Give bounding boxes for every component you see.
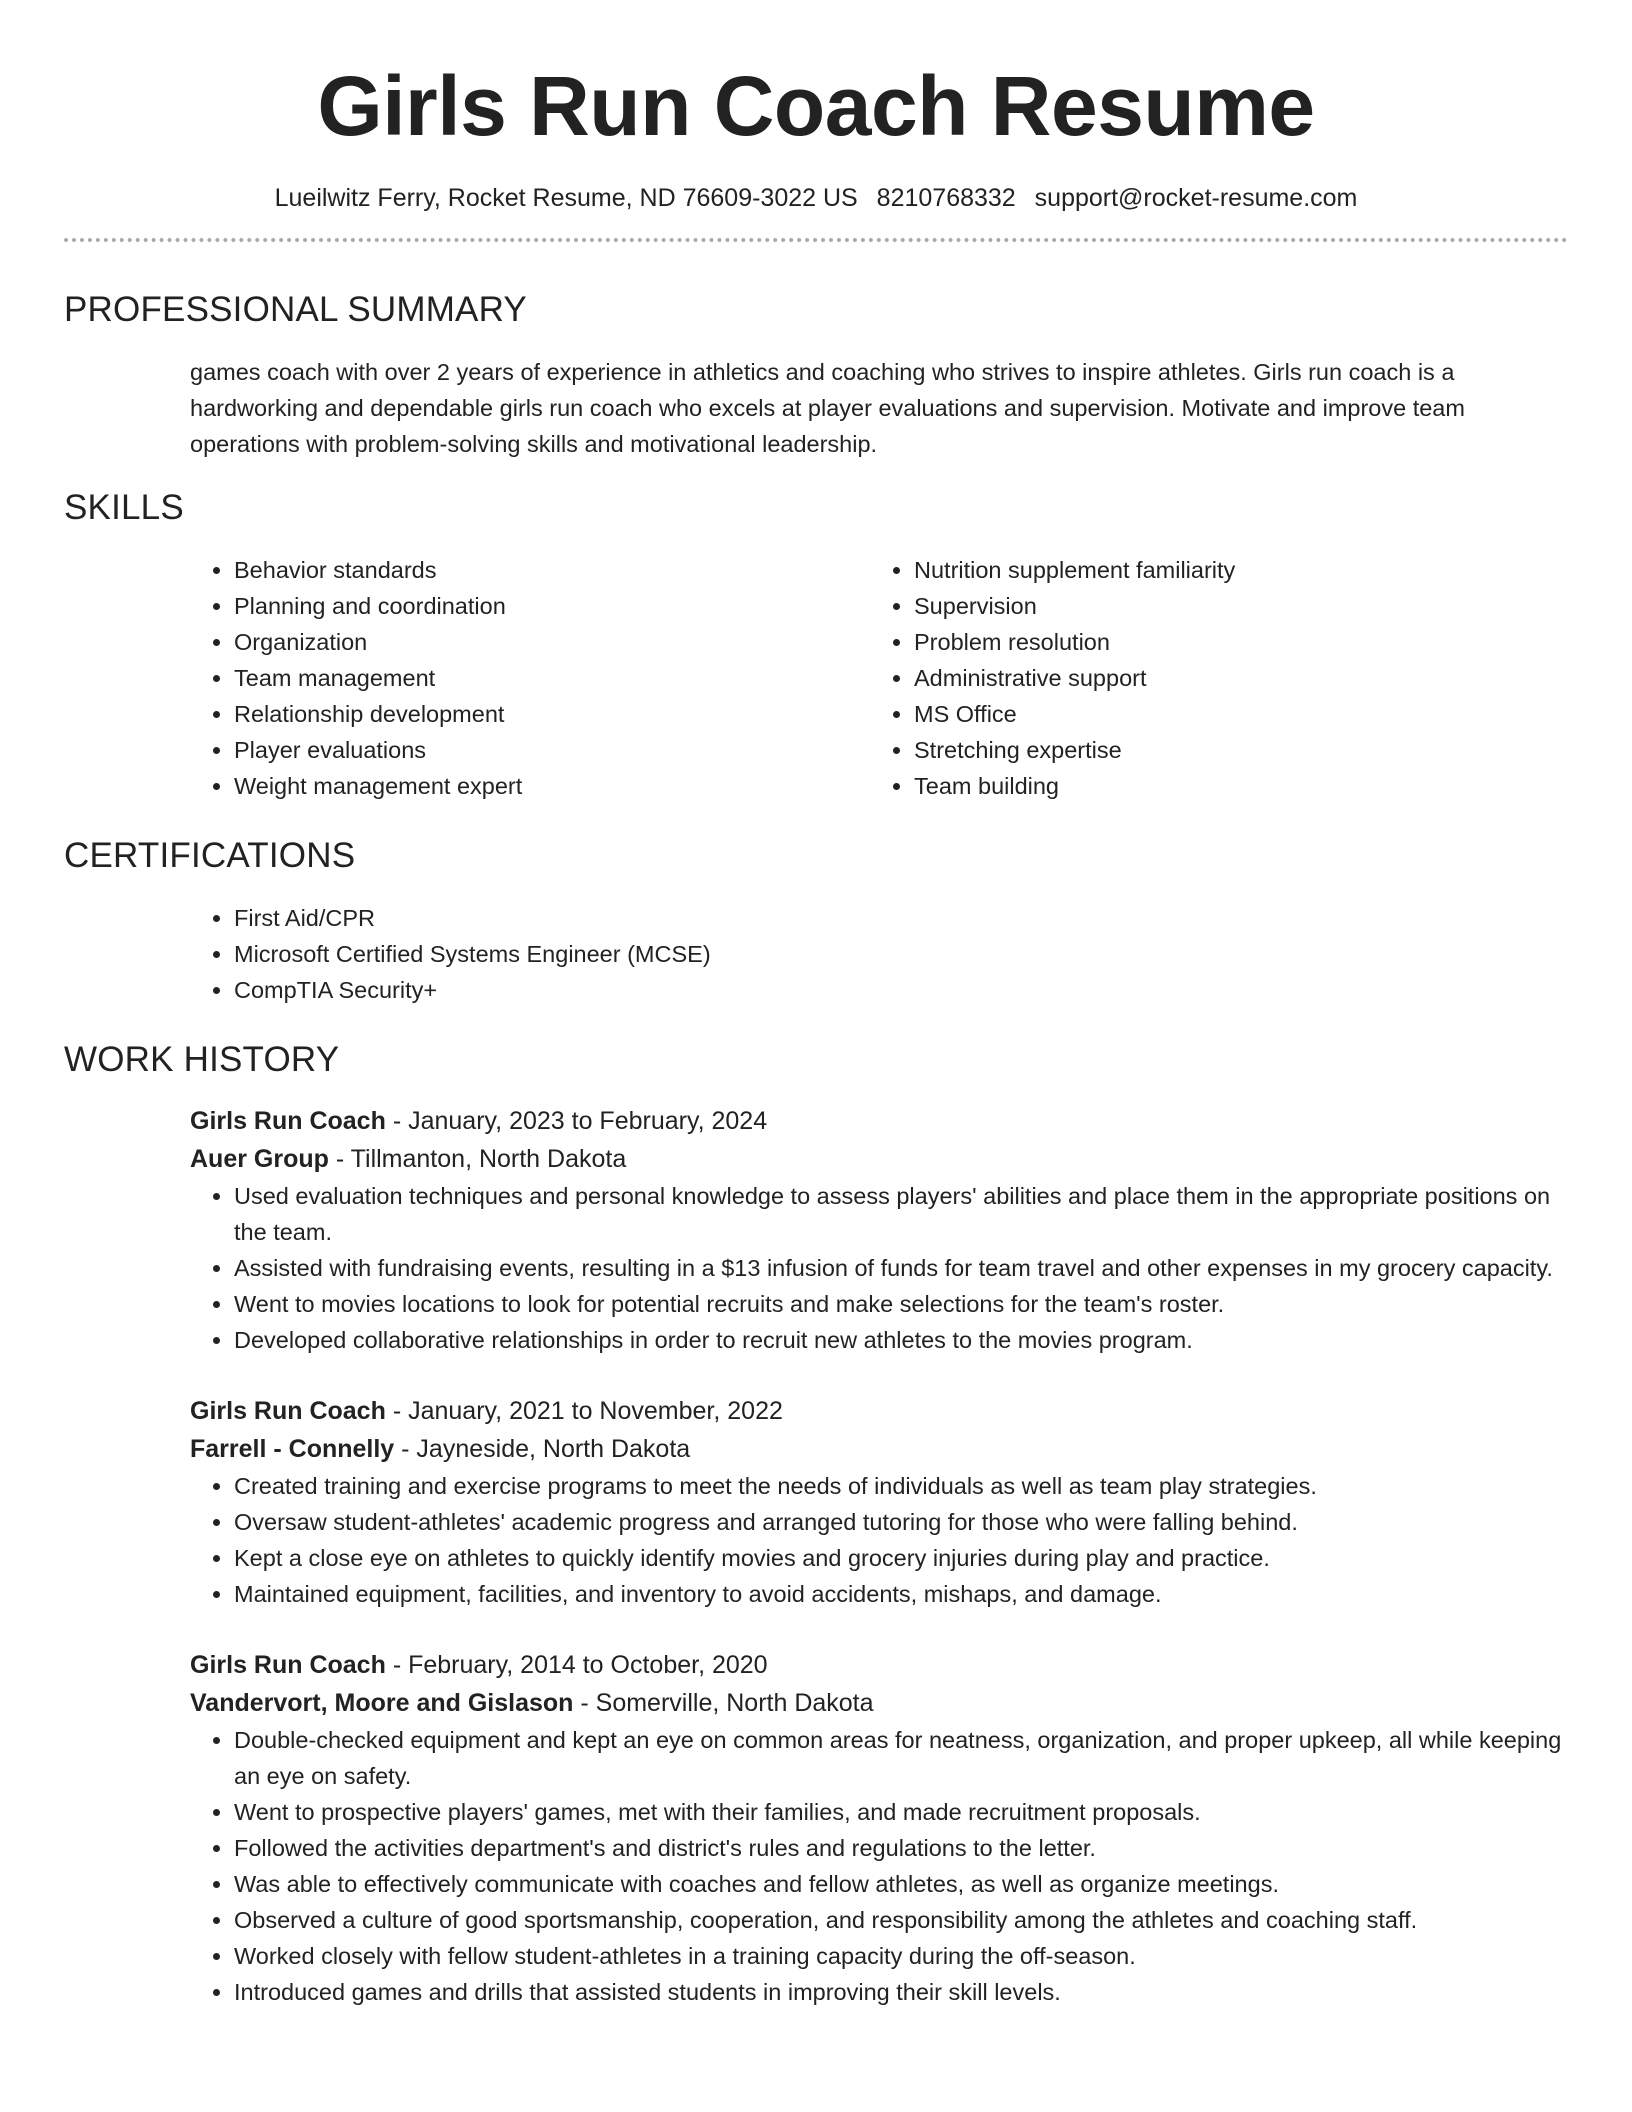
- certification-item: • First Aid/CPR: [234, 900, 1568, 936]
- job-dates: - February, 2014 to October, 2020: [385, 1651, 768, 1679]
- job-entry: [190, 1102, 1568, 1358]
- skill-item: • Problem resolution: [914, 624, 1550, 660]
- contact-phone: 8210768332: [876, 184, 1016, 212]
- job-company-line: [190, 1430, 1568, 1468]
- job-duties: [190, 1722, 1568, 2010]
- job-duty: • Was able to effectively communicate with coaches and fellow athletes, as well as organize meetings.: [234, 1866, 1568, 1902]
- work-history-heading: WORK HISTORY: [64, 1040, 340, 1079]
- job-company: Farrell - Connelly: [190, 1435, 395, 1463]
- skill-item: • Team building: [914, 768, 1550, 804]
- job-duty: • Developed collaborative relationships in order to recruit new athletes to the movies program.: [234, 1322, 1568, 1358]
- skill-item: • MS Office: [914, 696, 1550, 732]
- job-duty: • Oversaw student-athletes' academic progress and arranged tutoring for those who were falling behind.: [234, 1504, 1568, 1540]
- job-location: - Somerville, North Dakota: [573, 1689, 874, 1717]
- job-title-line: [190, 1646, 1568, 1684]
- skill-item: • Stretching expertise: [914, 732, 1550, 768]
- job-duties: [190, 1468, 1568, 1612]
- job-duty: • Maintained equipment, facilities, and inventory to avoid accidents, mishaps, and damage.: [234, 1576, 1568, 1612]
- job-title: Girls Run Coach: [190, 1397, 386, 1425]
- skill-item: • Administrative support: [914, 660, 1550, 696]
- job-duty: • Worked closely with fellow student-athletes in a training capacity during the off-season.: [234, 1938, 1568, 1974]
- contact-info: [64, 182, 1568, 214]
- job-duty: • Double-checked equipment and kept an eye on common areas for neatness, organization, and proper upkeep, all while keeping an eye on safety.: [234, 1722, 1568, 1794]
- job-title-line: [190, 1392, 1568, 1430]
- job-duty: • Kept a close eye on athletes to quickly identify movies and grocery injuries during play and practice.: [234, 1540, 1568, 1576]
- job-entry: [190, 1392, 1568, 1612]
- certifications-list: [190, 900, 1568, 1008]
- skills-column-left: [190, 552, 870, 804]
- job-company: Vandervort, Moore and Gislason: [190, 1689, 574, 1717]
- job-company: Auer Group: [190, 1145, 329, 1173]
- job-dates: - January, 2023 to February, 2024: [385, 1107, 768, 1135]
- job-duty: • Went to movies locations to look for potential recruits and make selections for the team's roster.: [234, 1286, 1568, 1322]
- resume-title: Girls Run Coach Resume: [317, 59, 1315, 153]
- job-duties: [190, 1178, 1568, 1358]
- skill-item: • Planning and coordination: [234, 588, 870, 624]
- contact-address: Lueilwitz Ferry, Rocket Resume, ND 76609-3022 US: [274, 184, 858, 212]
- skill-item: • Supervision: [914, 588, 1550, 624]
- job-duty: • Observed a culture of good sportsmanship, cooperation, and responsibility among the athletes and coaching staff.: [234, 1902, 1568, 1938]
- job-company-line: [190, 1684, 1568, 1722]
- skill-item: • Relationship development: [234, 696, 870, 732]
- certification-item: • Microsoft Certified Systems Engineer (MCSE): [234, 936, 1568, 972]
- summary-heading: PROFESSIONAL SUMMARY: [64, 290, 527, 329]
- skills-list: [190, 552, 1568, 804]
- skills-heading: SKILLS: [64, 488, 184, 527]
- job-entry: [190, 1646, 1568, 2010]
- contact-email: support@rocket-resume.com: [1034, 184, 1358, 212]
- job-duty: • Followed the activities department's and district's rules and regulations to the letter.: [234, 1830, 1568, 1866]
- summary-text: games coach with over 2 years of experience in athletics and coaching who strives to inspire athletes. Girls run coach is a hardworking and dependable girls run coach who excels at player evaluations and supervision. Motivate and improve team operations with problem-solving skills and motivational leadership.: [190, 359, 1465, 457]
- job-duty: • Went to prospective players' games, met with their families, and made recruitment proposals.: [234, 1794, 1568, 1830]
- job-location: - Tillmanton, North Dakota: [328, 1145, 627, 1173]
- job-duty: • Created training and exercise programs to meet the needs of individuals as well as team play strategies.: [234, 1468, 1568, 1504]
- job-title-line: [190, 1102, 1568, 1140]
- job-duty: • Introduced games and drills that assisted students in improving their skill levels.: [234, 1974, 1568, 2010]
- job-company-line: [190, 1140, 1568, 1178]
- skill-item: • Team management: [234, 660, 870, 696]
- skill-item: • Behavior standards: [234, 552, 870, 588]
- header-divider: [64, 238, 1568, 242]
- skill-item: • Nutrition supplement familiarity: [914, 552, 1550, 588]
- job-title: Girls Run Coach: [190, 1651, 386, 1679]
- skills-column-right: [870, 552, 1550, 804]
- skill-item: • Player evaluations: [234, 732, 870, 768]
- skill-item: • Weight management expert: [234, 768, 870, 804]
- job-duty: • Assisted with fundraising events, resulting in a $13 infusion of funds for team travel and other expenses in my grocery capacity.: [234, 1250, 1568, 1286]
- job-duty: • Used evaluation techniques and personal knowledge to assess players' abilities and place them in the appropriate positions on the team.: [234, 1178, 1568, 1250]
- job-title: Girls Run Coach: [190, 1107, 386, 1135]
- skill-item: • Organization: [234, 624, 870, 660]
- job-location: - Jayneside, North Dakota: [394, 1435, 691, 1463]
- certification-item: • CompTIA Security+: [234, 972, 1568, 1008]
- certifications-heading: CERTIFICATIONS: [64, 836, 356, 875]
- job-dates: - January, 2021 to November, 2022: [385, 1397, 783, 1425]
